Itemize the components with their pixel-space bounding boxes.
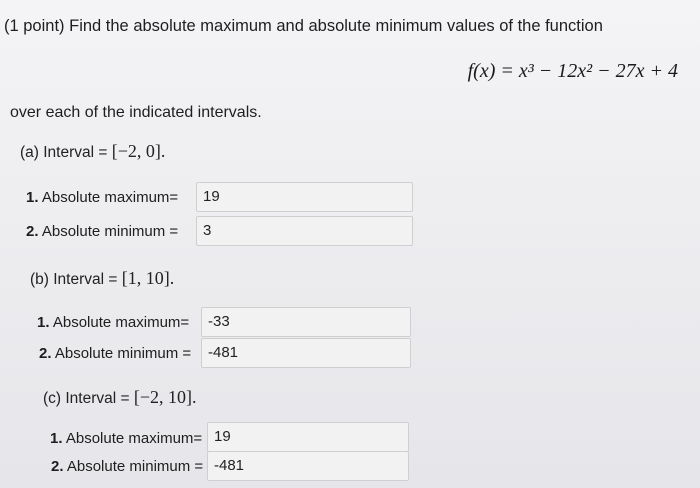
part-b-interval: [1, 10]. <box>121 268 175 288</box>
part-b-max-input[interactable]: -33 <box>201 307 411 337</box>
part-b-min-input[interactable]: -481 <box>201 338 411 368</box>
row-label-text: Absolute maximum= <box>65 430 203 447</box>
part-c-label-prefix: (c) Interval = <box>43 390 134 407</box>
row-number: 2. <box>39 345 52 362</box>
row-label-text: Absolute minimum = <box>54 345 192 362</box>
row-number: 2. <box>26 223 39 240</box>
row-number: 2. <box>51 458 64 475</box>
part-a-max-label <box>26 189 178 206</box>
part-a-min-label <box>26 223 178 240</box>
part-c-min-label <box>51 458 203 475</box>
part-b-interval-label <box>30 268 174 289</box>
function-formula: f(x) = x³ − 12x² − 27x + 4 <box>467 60 678 82</box>
part-b-min-label <box>39 345 191 362</box>
problem-intro: over each of the indicated intervals. <box>10 104 262 121</box>
part-b-max-label <box>37 314 189 331</box>
part-a-interval: [−2, 0]. <box>111 141 166 161</box>
part-c-interval: [−2, 10]. <box>133 387 197 407</box>
part-c-interval-label <box>43 387 197 408</box>
row-number: 1. <box>37 314 50 331</box>
part-c-max-input[interactable]: 19 <box>207 422 409 452</box>
part-a-interval-label <box>20 141 165 162</box>
row-label-text: Absolute minimum = <box>41 223 179 240</box>
part-a-label-prefix: (a) Interval = <box>20 144 112 161</box>
row-label-text: Absolute maximum= <box>52 314 190 331</box>
part-a-min-input[interactable]: 3 <box>196 216 413 246</box>
row-number: 1. <box>50 430 63 447</box>
row-label-text: Absolute minimum = <box>66 458 204 475</box>
part-b-label-prefix: (b) Interval = <box>30 271 122 288</box>
row-label-text: Absolute maximum= <box>41 189 179 206</box>
part-c-min-input[interactable]: -481 <box>207 451 409 481</box>
part-c-max-label <box>50 430 202 447</box>
part-a-max-input[interactable]: 19 <box>196 182 413 212</box>
row-number: 1. <box>26 189 39 206</box>
problem-prompt: (1 point) Find the absolute maximum and absolute minimum values of the function <box>4 17 603 35</box>
